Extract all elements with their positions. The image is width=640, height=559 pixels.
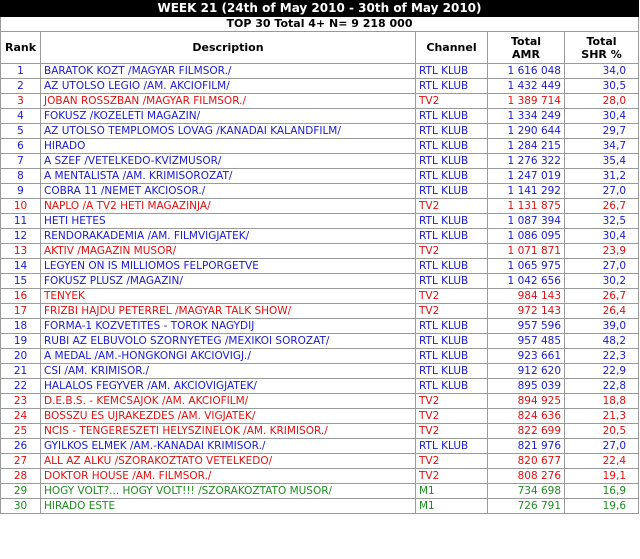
- channel-cell: RTL KLUB: [416, 124, 488, 139]
- table-row: [1, 244, 639, 259]
- description-cell: DOKTOR HOUSE /AM. FILMSOR./: [41, 469, 416, 484]
- shr-cell: 34,0: [565, 64, 639, 79]
- description-cell: A SZEF /VETELKEDO-KVIZMUSOR/: [41, 154, 416, 169]
- rank-cell: 14: [1, 259, 41, 274]
- amr-cell: 734 698: [488, 484, 565, 499]
- channel-cell: TV2: [416, 394, 488, 409]
- channel-cell: RTL KLUB: [416, 274, 488, 289]
- shr-cell: 19,1: [565, 469, 639, 484]
- rank-cell: 30: [1, 499, 41, 514]
- rank-cell: 27: [1, 454, 41, 469]
- table-row: [1, 184, 639, 199]
- shr-cell: 19,6: [565, 499, 639, 514]
- channel-cell: TV2: [416, 199, 488, 214]
- channel-cell: M1: [416, 484, 488, 499]
- shr-cell: 22,4: [565, 454, 639, 469]
- table-row: [1, 259, 639, 274]
- table-row: [1, 289, 639, 304]
- channel-cell: TV2: [416, 94, 488, 109]
- table-row: [1, 439, 639, 454]
- shr-cell: 30,5: [565, 79, 639, 94]
- table-row: [1, 364, 639, 379]
- rank-cell: 11: [1, 214, 41, 229]
- description-cell: NCIS - TENGERESZETI HELYSZINELOK /AM. KRIMISOR./: [41, 424, 416, 439]
- description-cell: AZ UTOLSO LEGIO /AM. AKCIOFILM/: [41, 79, 416, 94]
- amr-cell: 972 143: [488, 304, 565, 319]
- table-row: [1, 154, 639, 169]
- table-row: [1, 349, 639, 364]
- shr-cell: 29,7: [565, 124, 639, 139]
- table-row: [1, 499, 639, 514]
- amr-cell: 1 065 975: [488, 259, 565, 274]
- amr-cell: 894 925: [488, 394, 565, 409]
- description-cell: RUBI AZ ELBUVOLO SZORNYETEG /MEXIKOI SOROZAT/: [41, 334, 416, 349]
- shr-cell: 35,4: [565, 154, 639, 169]
- shr-cell: 27,0: [565, 439, 639, 454]
- rank-cell: 22: [1, 379, 41, 394]
- channel-cell: RTL KLUB: [416, 259, 488, 274]
- amr-cell: 984 143: [488, 289, 565, 304]
- shr-cell: 26,7: [565, 199, 639, 214]
- table-row: [1, 79, 639, 94]
- shr-cell: 34,7: [565, 139, 639, 154]
- description-cell: JOBAN ROSSZBAN /MAGYAR FILMSOR./: [41, 94, 416, 109]
- table-row: [1, 199, 639, 214]
- table-row: [1, 484, 639, 499]
- rank-cell: 19: [1, 334, 41, 349]
- rank-cell: 23: [1, 394, 41, 409]
- amr-cell: 822 699: [488, 424, 565, 439]
- rank-cell: 2: [1, 79, 41, 94]
- amr-cell: 1 071 871: [488, 244, 565, 259]
- rank-cell: 20: [1, 349, 41, 364]
- description-cell: AZ UTOLSO TEMPLOMOS LOVAG /KANADAI KALANDFILM/: [41, 124, 416, 139]
- description-header: Description: [41, 32, 416, 64]
- amr-cell: 808 276: [488, 469, 565, 484]
- shr-cell: 22,3: [565, 349, 639, 364]
- table-row: [1, 394, 639, 409]
- table-row: [1, 229, 639, 244]
- description-cell: GYILKOS ELMEK /AM.-KANADAI KRIMISOR./: [41, 439, 416, 454]
- table-row: [1, 424, 639, 439]
- rank-header: Rank: [1, 32, 41, 64]
- shr-cell: 48,2: [565, 334, 639, 349]
- shr-cell: 39,0: [565, 319, 639, 334]
- rank-cell: 17: [1, 304, 41, 319]
- channel-cell: RTL KLUB: [416, 169, 488, 184]
- description-cell: CSI /AM. KRIMISOR./: [41, 364, 416, 379]
- table-row: [1, 124, 639, 139]
- amr-cell: 824 636: [488, 409, 565, 424]
- amr-cell: 1 334 249: [488, 109, 565, 124]
- amr-cell: 1 042 656: [488, 274, 565, 289]
- rank-cell: 26: [1, 439, 41, 454]
- amr-cell: 1 276 322: [488, 154, 565, 169]
- amr-header: Total AMR: [488, 32, 565, 64]
- amr-cell: 912 620: [488, 364, 565, 379]
- description-cell: D.E.B.S. - KEMCSAJOK /AM. AKCIOFILM/: [41, 394, 416, 409]
- description-cell: BARATOK KOZT /MAGYAR FILMSOR./: [41, 64, 416, 79]
- description-cell: HALALOS FEGYVER /AM. AKCIOVIGJATEK/: [41, 379, 416, 394]
- amr-cell: 1 389 714: [488, 94, 565, 109]
- channel-cell: RTL KLUB: [416, 214, 488, 229]
- channel-cell: RTL KLUB: [416, 319, 488, 334]
- description-cell: COBRA 11 /NEMET AKCIOSOR./: [41, 184, 416, 199]
- table-row: [1, 139, 639, 154]
- channel-cell: RTL KLUB: [416, 349, 488, 364]
- shr-cell: 21,3: [565, 409, 639, 424]
- shr-cell: 22,9: [565, 364, 639, 379]
- table-row: [1, 169, 639, 184]
- channel-cell: TV2: [416, 469, 488, 484]
- channel-cell: RTL KLUB: [416, 64, 488, 79]
- amr-cell: 923 661: [488, 349, 565, 364]
- rank-cell: 21: [1, 364, 41, 379]
- rank-cell: 4: [1, 109, 41, 124]
- amr-cell: 1 290 644: [488, 124, 565, 139]
- amr-cell: 1 247 019: [488, 169, 565, 184]
- shr-cell: 22,8: [565, 379, 639, 394]
- rank-cell: 25: [1, 424, 41, 439]
- rank-cell: 13: [1, 244, 41, 259]
- channel-header: Channel: [416, 32, 488, 64]
- amr-cell: 1 141 292: [488, 184, 565, 199]
- table-row: [1, 94, 639, 109]
- channel-cell: RTL KLUB: [416, 154, 488, 169]
- amr-cell: 957 596: [488, 319, 565, 334]
- shr-cell: 20,5: [565, 424, 639, 439]
- table-row: [1, 334, 639, 349]
- description-cell: LEGYEN ON IS MILLIOMOS FELPORGETVE: [41, 259, 416, 274]
- table-row: [1, 454, 639, 469]
- channel-cell: TV2: [416, 424, 488, 439]
- channel-cell: TV2: [416, 454, 488, 469]
- amr-cell: 1 616 048: [488, 64, 565, 79]
- rank-cell: 16: [1, 289, 41, 304]
- shr-cell: 31,2: [565, 169, 639, 184]
- description-cell: NAPLO /A TV2 HETI MAGAZINJA/: [41, 199, 416, 214]
- description-cell: TENYEK: [41, 289, 416, 304]
- table-row: [1, 469, 639, 484]
- channel-cell: M1: [416, 499, 488, 514]
- table-row: [1, 304, 639, 319]
- rank-cell: 18: [1, 319, 41, 334]
- channel-cell: RTL KLUB: [416, 229, 488, 244]
- description-cell: HETI HETES: [41, 214, 416, 229]
- rank-cell: 10: [1, 199, 41, 214]
- table-row: [1, 319, 639, 334]
- column-header-row: [1, 32, 639, 64]
- channel-cell: RTL KLUB: [416, 139, 488, 154]
- amr-cell: 820 677: [488, 454, 565, 469]
- table-row: [1, 379, 639, 394]
- description-cell: ALL AZ ALKU /SZORAKOZTATO VETELKEDO/: [41, 454, 416, 469]
- description-cell: FRIZBI HAJDU PETERREL /MAGYAR TALK SHOW/: [41, 304, 416, 319]
- channel-cell: TV2: [416, 304, 488, 319]
- description-cell: HIRADO ESTE: [41, 499, 416, 514]
- description-cell: FORMA-1 KOZVETITES - TOROK NAGYDIJ: [41, 319, 416, 334]
- amr-cell: 726 791: [488, 499, 565, 514]
- description-cell: HIRADO: [41, 139, 416, 154]
- amr-cell: 1 432 449: [488, 79, 565, 94]
- channel-cell: TV2: [416, 409, 488, 424]
- rank-cell: 8: [1, 169, 41, 184]
- description-cell: AKTIV /MAGAZIN MUSOR/: [41, 244, 416, 259]
- table-row: [1, 64, 639, 79]
- channel-cell: TV2: [416, 244, 488, 259]
- table-row: [1, 274, 639, 289]
- description-cell: HOGY VOLT?... HOGY VOLT!!! /SZORAKOZTATO MUSOR/: [41, 484, 416, 499]
- rank-cell: 28: [1, 469, 41, 484]
- amr-cell: 1 086 095: [488, 229, 565, 244]
- shr-cell: 26,7: [565, 289, 639, 304]
- channel-cell: RTL KLUB: [416, 184, 488, 199]
- week-banner-row: [1, 1, 639, 17]
- rank-cell: 9: [1, 184, 41, 199]
- table-row: [1, 109, 639, 124]
- channel-cell: RTL KLUB: [416, 109, 488, 124]
- rank-cell: 5: [1, 124, 41, 139]
- amr-cell: 957 485: [488, 334, 565, 349]
- amr-cell: 1 087 394: [488, 214, 565, 229]
- channel-cell: RTL KLUB: [416, 334, 488, 349]
- shr-cell: 30,2: [565, 274, 639, 289]
- shr-cell: 30,4: [565, 229, 639, 244]
- rank-cell: 3: [1, 94, 41, 109]
- shr-cell: 27,0: [565, 259, 639, 274]
- shr-cell: 32,5: [565, 214, 639, 229]
- shr-cell: 27,0: [565, 184, 639, 199]
- shr-header: Total SHR %: [565, 32, 639, 64]
- shr-cell: 18,8: [565, 394, 639, 409]
- amr-cell: 895 039: [488, 379, 565, 394]
- shr-cell: 16,9: [565, 484, 639, 499]
- channel-cell: RTL KLUB: [416, 79, 488, 94]
- table-row: [1, 214, 639, 229]
- shr-cell: 30,4: [565, 109, 639, 124]
- shr-cell: 26,4: [565, 304, 639, 319]
- rank-cell: 29: [1, 484, 41, 499]
- channel-cell: RTL KLUB: [416, 439, 488, 454]
- channel-cell: RTL KLUB: [416, 379, 488, 394]
- description-cell: BOSSZU ES UJRAKEZDES /AM. VIGJATEK/: [41, 409, 416, 424]
- description-cell: A MENTALISTA /AM. KRIMISOROZAT/: [41, 169, 416, 184]
- amr-cell: 1 284 215: [488, 139, 565, 154]
- amr-cell: 1 131 875: [488, 199, 565, 214]
- description-cell: FOKUSZ /KOZELETI MAGAZIN/: [41, 109, 416, 124]
- rank-cell: 12: [1, 229, 41, 244]
- week-title: WEEK 21 (24th of May 2010 - 30th of May 2010): [1, 1, 639, 17]
- description-cell: FOKUSZ PLUSZ /MAGAZIN/: [41, 274, 416, 289]
- subtitle-row: [1, 17, 639, 32]
- rank-cell: 7: [1, 154, 41, 169]
- description-cell: A MEDAL /AM.-HONGKONGI AKCIOVIGJ./: [41, 349, 416, 364]
- shr-cell: 28,0: [565, 94, 639, 109]
- rank-cell: 24: [1, 409, 41, 424]
- rank-cell: 1: [1, 64, 41, 79]
- channel-cell: RTL KLUB: [416, 364, 488, 379]
- rank-cell: 15: [1, 274, 41, 289]
- shr-cell: 23,9: [565, 244, 639, 259]
- amr-cell: 821 976: [488, 439, 565, 454]
- top30-subtitle: TOP 30 Total 4+ N= 9 218 000: [1, 17, 639, 32]
- description-cell: RENDORAKADEMIA /AM. FILMVIGJATEK/: [41, 229, 416, 244]
- channel-cell: TV2: [416, 289, 488, 304]
- rank-cell: 6: [1, 139, 41, 154]
- table-row: [1, 409, 639, 424]
